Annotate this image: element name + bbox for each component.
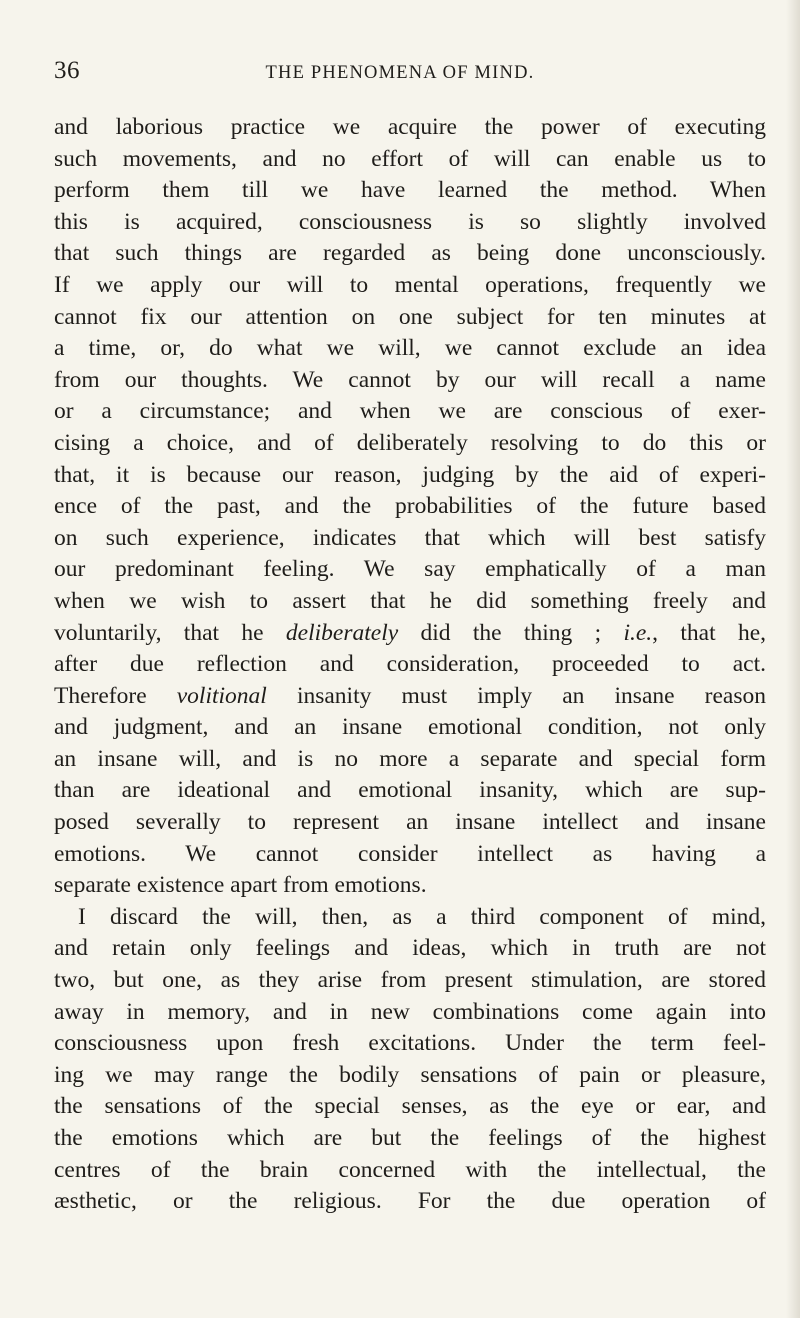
text-segment: an insane will, and is no more a separate and special form: [54, 745, 766, 772]
text-segment: did the thing ;: [398, 619, 624, 646]
text-segment: when we wish to assert that he did something freely and: [54, 587, 766, 614]
text-line: [54, 712, 766, 744]
text-segment: and laborious practice we acquire the power of executing: [54, 114, 766, 140]
italic-text: i.e.: [623, 619, 653, 646]
italic-text: deliberately: [285, 619, 399, 646]
text-line: [54, 1123, 766, 1155]
text-segment: I discard the will, then, as a third component of mind,: [78, 903, 766, 930]
text-line: [54, 554, 766, 586]
text-segment: a time, or, do what we will, we cannot exclude an idea: [54, 335, 766, 362]
text-line: [54, 460, 766, 492]
text-line: [54, 902, 766, 934]
text-segment: after due reflection and consideration, proceeded to act.: [54, 651, 766, 678]
text-line: [54, 302, 766, 334]
text-line: [54, 365, 766, 397]
text-line: [54, 238, 766, 270]
page-number: 36: [54, 57, 80, 84]
text-line: [54, 1155, 766, 1187]
text-line: [54, 807, 766, 839]
text-segment: emotions. We cannot consider intellect as having a: [54, 840, 766, 867]
text-segment: than are ideational and emotional insanity, which are sup-: [54, 777, 766, 804]
text-line: [54, 523, 766, 555]
text-line: [54, 839, 766, 871]
text-line: [54, 1028, 766, 1060]
text-segment: such movements, and no effort of will can enable us to: [54, 145, 766, 172]
text-line: [54, 491, 766, 523]
text-segment: ence of the past, and the probabilities of the future based: [54, 493, 766, 520]
text-line: [54, 997, 766, 1029]
text-segment: ing we may range the bodily sensations of pain or pleasure,: [54, 1061, 766, 1088]
text-segment: that such things are regarded as being done unconsciously.: [54, 240, 766, 267]
text-line: [54, 618, 766, 650]
text-segment: centres of the brain concerned with the intellectual, the: [54, 1156, 766, 1183]
text-segment: posed severally to represent an insane intellect and insane: [54, 809, 766, 836]
text-segment: the sensations of the special senses, as the eye or ear, and: [54, 1093, 766, 1120]
text-segment: perform them till we have learned the method. When: [54, 177, 766, 204]
text-line: [54, 428, 766, 460]
text-segment: æsthetic, or the religious. For the due operation of: [54, 1188, 766, 1215]
italic-text: volitional: [176, 682, 267, 709]
text-line: [54, 1091, 766, 1123]
text-line: [54, 1186, 766, 1218]
text-segment: from our thoughts. We cannot by our will recall a name: [54, 366, 766, 393]
text-segment: two, but one, as they arise from present stimulation, are stored: [54, 967, 766, 994]
text-line: [54, 586, 766, 618]
text-segment: cising a choice, and of deliberately resolving to do this or: [54, 429, 766, 456]
text-segment: our predominant feeling. We say emphatically of a man: [54, 556, 766, 583]
text-line: [54, 870, 766, 902]
text-segment: that, it is because our reason, judging by the aid of experi-: [54, 461, 766, 488]
text-line: [54, 933, 766, 965]
text-line: [54, 681, 766, 713]
text-line: [54, 112, 766, 144]
text-segment: and judgment, and an insane emotional condition, not only: [54, 714, 766, 741]
text-segment: the emotions which are but the feelings of the highest: [54, 1125, 766, 1151]
text-line: [54, 649, 766, 681]
text-line: [54, 333, 766, 365]
text-line: [54, 396, 766, 428]
text-line: [54, 744, 766, 776]
text-line: [54, 1060, 766, 1092]
running-head: THE PHENOMENA OF MIND.: [265, 63, 535, 83]
page-edge-shadow: [786, 0, 800, 1318]
text-line: [54, 270, 766, 302]
text-segment: voluntarily, that he: [54, 619, 286, 646]
text-line: [54, 965, 766, 997]
text-segment: and retain only feelings and ideas, which in truth are not: [54, 935, 766, 962]
text-line: [54, 175, 766, 207]
text-segment: Therefore: [54, 682, 177, 709]
text-segment: , that he,: [652, 619, 767, 646]
text-line: [54, 207, 766, 239]
text-segment: separate existence apart from emotions.: [54, 872, 427, 899]
body-text: [54, 112, 766, 1218]
text-segment: on such experience, indicates that which will best satisfy: [54, 524, 766, 551]
text-segment: If we apply our will to mental operations, frequently we: [54, 271, 766, 298]
text-segment: insanity must imply an insane reason: [266, 682, 766, 709]
text-segment: cannot fix our attention on one subject for ten minutes at: [54, 303, 766, 330]
text-segment: this is acquired, consciousness is so slightly involved: [54, 208, 766, 235]
text-segment: consciousness upon fresh excitations. Under the term feel-: [54, 1030, 766, 1057]
text-line: [54, 775, 766, 807]
text-segment: or a circumstance; and when we are conscious of exer-: [54, 398, 766, 425]
text-segment: away in memory, and in new combinations come again into: [54, 998, 766, 1025]
text-line: [54, 144, 766, 176]
